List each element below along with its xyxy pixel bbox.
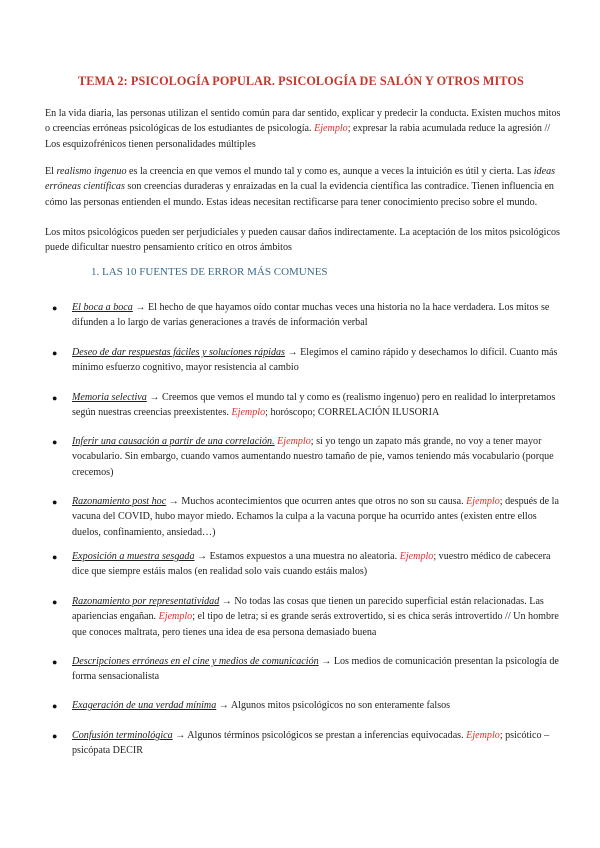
bullet-marker: ● bbox=[52, 348, 58, 358]
list-item bbox=[72, 300, 564, 331]
list-item bbox=[72, 345, 564, 376]
item-text: → Muchos acontecimientos que ocurren antes que otros no son su causa. bbox=[166, 496, 467, 507]
list-item bbox=[72, 728, 564, 759]
list-item bbox=[72, 434, 564, 480]
item-text: → Elegimos el camino rápido y desechamos lo difícil. Cuanto más mínimo esfuerzo cognitivo, mayor resistencia al cambio bbox=[72, 347, 558, 374]
page-title: TEMA 2: PSICOLOGÍA POPULAR. PSICOLOGÍA DE SALÓN Y OTROS MITOS bbox=[78, 74, 524, 88]
list-item bbox=[72, 549, 564, 580]
example-label: Ejemplo bbox=[314, 123, 348, 135]
bullet-marker: ● bbox=[52, 437, 58, 447]
bullet-marker: ● bbox=[52, 731, 58, 741]
example-label: Ejemplo bbox=[466, 730, 500, 741]
item-term: Descripciones erróneas en el cine y medios de comunicación bbox=[72, 656, 319, 667]
item-text: → Estamos expuestos a una muestra no aleatoria. bbox=[194, 551, 400, 562]
ideas-term: ideas erróneas científicas bbox=[45, 166, 556, 193]
item-term: Razonamiento post hoc bbox=[72, 496, 167, 507]
item-term: Deseo de dar respuestas fáciles y soluciones rápidas bbox=[72, 347, 285, 358]
realism-term: realismo ingenuo bbox=[56, 166, 127, 177]
item-term: El boca a boca bbox=[72, 302, 133, 313]
intro-tail: ; expresar la rabia acumulada reduce la agresión // Los esquizofrénicos tienen personalidades múltiples bbox=[45, 123, 551, 150]
bullet-marker: ● bbox=[52, 303, 58, 313]
example-label: Ejemplo bbox=[231, 407, 266, 419]
intro-text: En la vida diaria, las personas utilizan el sentido común para dar sentido, explicar y predecir la conducta. Existen muchos mitos o creencias erróneas psicológicas de los estudiantes de psicología. bbox=[45, 108, 561, 135]
example-label: Ejemplo bbox=[158, 611, 193, 623]
item-term: Exageración de una verdad mínima bbox=[72, 700, 217, 711]
item-text: → Los medios de comunicación presentan la psicología de forma sensacionalista bbox=[72, 656, 559, 683]
list-item bbox=[72, 594, 564, 640]
item-term: Confusión terminológica bbox=[72, 730, 173, 741]
item-text-tail: ; horóscopo; CORRELACIÓN ILUSORIA bbox=[265, 407, 440, 419]
list-item bbox=[72, 494, 564, 540]
item-text: → No todas las cosas que tienen un parecido superficial están relacionadas. Las apariencias engañan. bbox=[72, 596, 544, 623]
item-text-tail: ; si yo tengo un zapato más grande, no voy a tener mayor vocabulario. Sin embargo, cuando vamos aumentando nuestro tamaño de pie, vamos teniendo más vocabulario (porque crecemos) bbox=[72, 436, 554, 478]
example-label: Ejemplo bbox=[399, 551, 434, 562]
item-text: → Algunos mitos psicológicos no son enteramente falsos bbox=[216, 700, 451, 711]
intro-paragraph bbox=[45, 106, 565, 152]
item-term: Memoria selectiva bbox=[72, 392, 147, 403]
example-label: Ejemplo bbox=[466, 496, 500, 507]
example-label: Ejemplo bbox=[277, 436, 311, 447]
item-text: → Creemos que vemos el mundo tal y como es (realismo ingenuo) pero en realidad lo interpretamos según nuestras creencias preexistentes. bbox=[72, 392, 556, 419]
list-item bbox=[72, 654, 564, 685]
item-text-tail: ; vuestro médico de cabecera dice que siempre estáis malos (en realidad solo vais cuando estáis malos) bbox=[72, 551, 551, 578]
bullet-marker: ● bbox=[52, 497, 58, 507]
bullet-marker: ● bbox=[52, 552, 58, 562]
section-heading: 1. LAS 10 FUENTES DE ERROR MÁS COMUNES bbox=[91, 266, 328, 278]
realism-paragraph bbox=[45, 164, 565, 210]
item-text: → Algunos términos psicológicos se prestan a inferencias equivocadas. bbox=[172, 730, 467, 741]
item-term: Inferir una causación a partir de una correlación. bbox=[72, 436, 275, 447]
list-item bbox=[72, 390, 564, 421]
realism-text-b: es la creencia en que vemos el mundo tal y como es, aunque a veces la intuición es útil y cierta. Las bbox=[126, 166, 534, 177]
item-text-tail: ; después de la vacuna del COVID, hubo mayor miedo. Echamos la culpa a la vacuna porque ha ocurrido antes (existen entre ellos duelos, confinamiento, ansiedad…) bbox=[72, 496, 559, 538]
list-item bbox=[72, 698, 564, 713]
bullet-marker: ● bbox=[52, 657, 58, 667]
realism-text-c: son creencias duraderas y enraizadas en la cual la evidencia científica las contradice. Tienen influencia en cómo las personas entienden el mundo. Estas ideas necesitan rectificarse para tener conocimiento preciso sobre el mundo. bbox=[45, 181, 554, 208]
myths-paragraph: Los mitos psicológicos pueden ser perjudiciales y pueden causar daños indirectamente. La aceptación de los mitos psicológicos puede dificultar nuestro pensamiento crítico en otros ámbitos bbox=[45, 227, 560, 254]
item-text-tail: ; el tipo de letra; si es grande serás extrovertido, si es chica serás introvertido // Un hombre que conoces maltrata, pero tienes una idea de esa persona demasiado buena bbox=[72, 611, 559, 638]
item-term: Razonamiento por representatividad bbox=[72, 596, 220, 607]
item-term: Exposición a muestra sesgada bbox=[72, 551, 195, 562]
realism-text-a: El bbox=[45, 166, 57, 177]
bullet-marker: ● bbox=[52, 701, 58, 711]
item-text: → El hecho de que hayamos oído contar muchas veces una historia no la hace verdadera. Los mitos se difunden a lo largo de varias generaciones a través de información verbal bbox=[72, 302, 550, 329]
item-text-tail: ; psicótico – psicópata DECIR bbox=[72, 730, 550, 757]
bullet-marker: ● bbox=[52, 393, 58, 403]
bullet-marker: ● bbox=[52, 597, 58, 607]
